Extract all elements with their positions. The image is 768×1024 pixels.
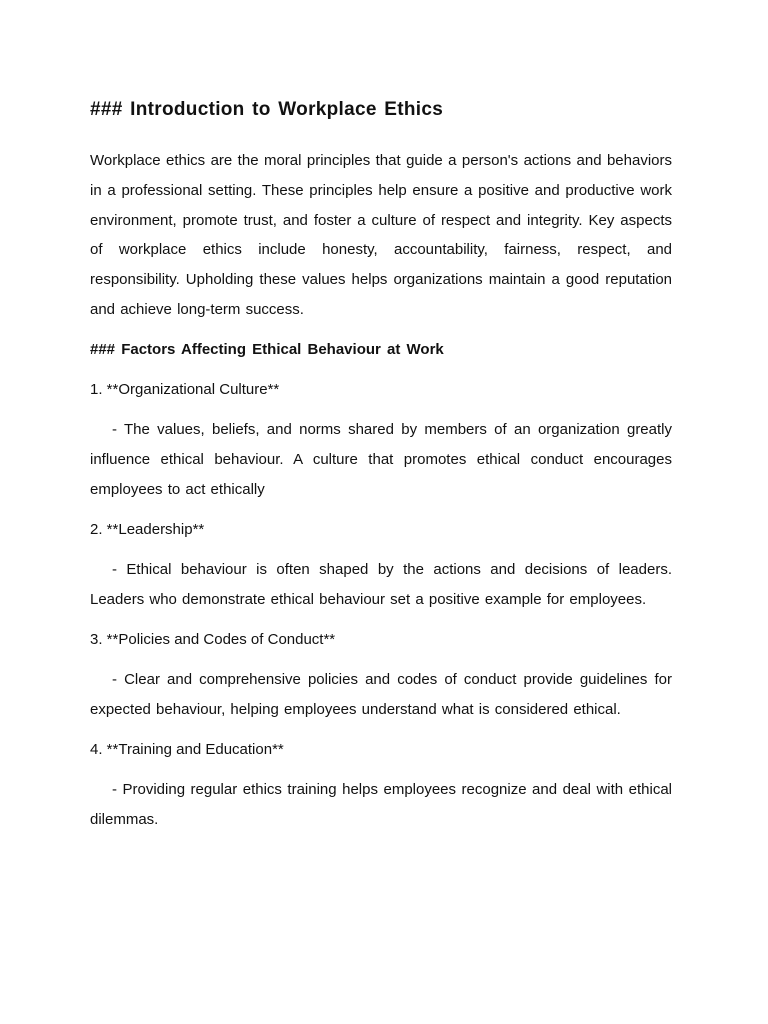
list-item-description: - Clear and comprehensive policies and codes of conduct provide guidelines for expected behaviour, helping employees understand what is considered ethical. (90, 670, 672, 718)
list-item-title: 3. **Policies and Codes of Conduct** (90, 630, 336, 648)
list-item (90, 375, 672, 505)
document-title: ### Introduction to Workplace Ethics (90, 99, 444, 120)
list-item (90, 625, 672, 725)
section-heading: ### Factors Affecting Ethical Behaviour at Work (90, 340, 444, 358)
list-item (90, 515, 672, 615)
list-item-description: - Providing regular ethics training helps employees recognize and deal with ethical dilemmas. (90, 780, 672, 828)
intro-paragraph: Workplace ethics are the moral principles that guide a person's actions and behaviors in a professional setting. These principles help ensure a positive and productive work environment, promote trust, and foster a culture of respect and integrity. Key aspects of workplace ethics include honesty, accountability, fairness, respect, and responsibility. Upholding these values helps organizations maintain a good reputation and achieve long-term success. (90, 152, 672, 318)
document-content (90, 96, 672, 845)
list-item-title: 4. **Training and Education** (90, 740, 284, 758)
list-item-description: - The values, beliefs, and norms shared by members of an organization greatly influence ethical behaviour. A culture that promotes ethical conduct encourages employees to act ethically (90, 420, 672, 498)
list-item-title: 2. **Leadership** (90, 520, 205, 538)
list-item-description: - Ethical behaviour is often shaped by the actions and decisions of leaders. Leaders who demonstrate ethical behaviour set a positive example for employees. (90, 560, 672, 608)
list-item-title: 1. **Organizational Culture** (90, 380, 280, 398)
list-item (90, 735, 672, 835)
